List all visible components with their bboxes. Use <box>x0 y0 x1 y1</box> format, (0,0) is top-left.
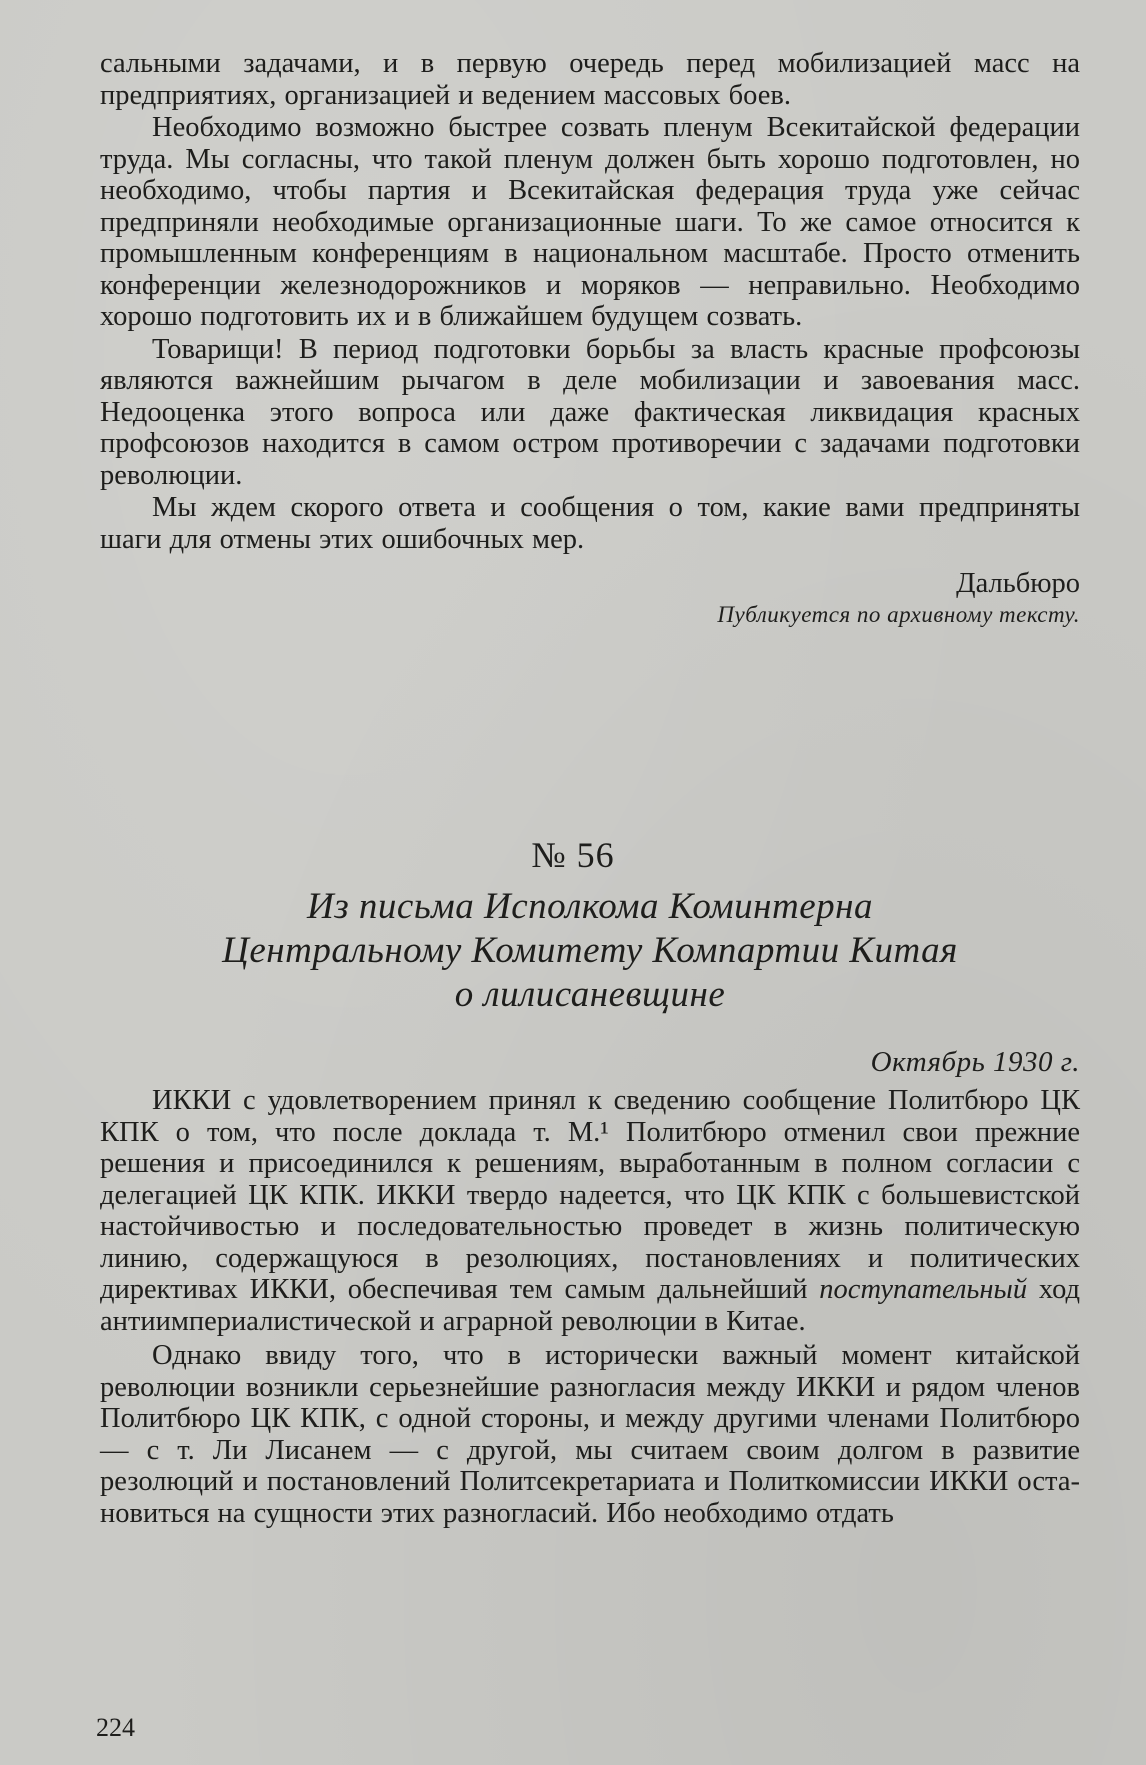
emphasized-word: поступательный <box>819 1274 1028 1305</box>
paragraph <box>100 1085 1080 1337</box>
paragraph: сальными задачами, и в первую очередь перед мобилизацией масс на предприятиях, организацией и ведением массовых боев. <box>100 48 1080 111</box>
document-title-line: Из письма Исполкома Коминтерна <box>307 886 873 927</box>
paragraph: Товарищи! В период подготовки борьбы за власть красные профсоюзы являются важнейшим рычагом в деле мобилизации и завоевания масс. Недооценка этого вопроса или даже фактическая ликвидация красных профсоюзов находится в самом остром противоречии с задачами подготовки революции. <box>100 333 1080 491</box>
paragraph-text: ИККИ с удовлетворением принял к сведению сообщение Политбюро ЦК КПК о том, что после доклада т. М.¹ Политбюро отменил свои прежние решения и присоединился к решениям, выработанным в полном согласии с делегацией ЦК КПК. ИККИ твердо надеется, что ЦК КПК с большевистской настойчивостью и последовательностью проведет в жизнь политическую линию, содержащуюся в резолюциях, постановлениях и политических директивах ИККИ, обеспечивая тем самым дальнейший <box>100 1085 1080 1305</box>
paragraph: Однако ввиду того, что в исторически важный момент китайской революции возникли серьезнейшие разногласия между ИККИ и рядом членов Политбюро ЦК КПК, с одной стороны, и между другими членами Политбюро — с т. Ли Лисанем — с другой, мы считаем своим долгом в развитие резолюций и постановлений Политсекретариата и Политкомиссии ИККИ остановиться на сущности этих разногласий. Ибо необходимо отдать <box>100 1340 1080 1529</box>
document-title <box>100 885 1080 1017</box>
document-title-line: о лилисаневщине <box>454 974 726 1015</box>
page-number: 224 <box>96 1713 135 1742</box>
document-body <box>100 1085 1080 1529</box>
document-title-line: Центральному Комитету Компартии Китая <box>222 930 958 971</box>
paragraph: Необходимо возможно быстрее созвать пленум Всекитайской федерации труда. Мы согласны, что такой пленум должен быть хорошо подготовлен, но необходимо, чтобы партия и Всекитайская федерация труда уже сейчас предприняли необходимые организационные шаги. То же самое относится к промышленным конференциям в национальном масштабе. Просто отменить конференции железнодорожников и моряков — неправильно. Необходимо хорошо подготовить их и в ближайшем будущем созвать. <box>100 112 1080 332</box>
paragraph-text: ход антиимпериалистической и аграрной революции в Китае. <box>100 1274 1081 1337</box>
paragraph: Мы ждем скорого ответа и сообщения о том, какие вами предприняты шаги для отмены этих ошибочных мер. <box>100 492 1080 555</box>
publication-note: Публикуется по архивному тексту. <box>717 602 1080 627</box>
signature: Дальбюро <box>956 568 1080 599</box>
continued-letter-text <box>100 48 1080 630</box>
document-number: № 56 <box>531 835 615 875</box>
document-date: Октябрь 1930 г. <box>870 1046 1080 1078</box>
